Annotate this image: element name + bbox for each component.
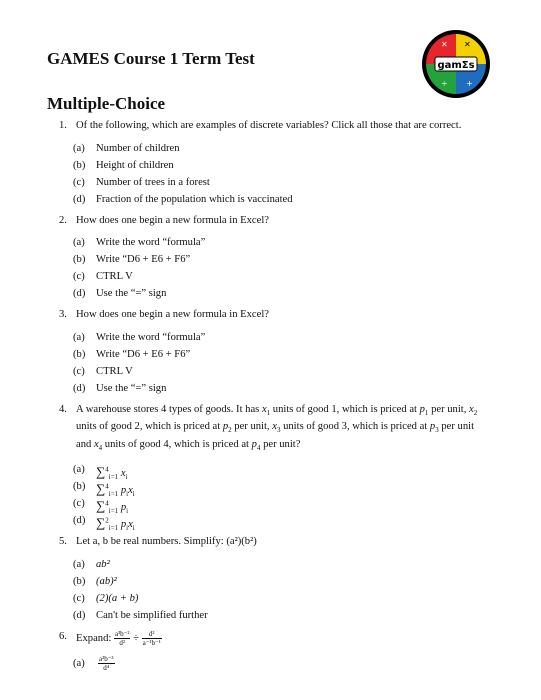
option-label: (b) bbox=[73, 159, 86, 171]
option-label: (b) bbox=[73, 348, 86, 360]
svg-text:✕: ✕ bbox=[464, 40, 471, 49]
option[interactable] bbox=[73, 478, 488, 498]
question-number: 2. bbox=[59, 214, 67, 226]
option[interactable] bbox=[73, 590, 488, 607]
option-text: Write the word “formula” bbox=[96, 331, 206, 343]
option-label: (a) bbox=[73, 657, 85, 669]
svg-text:÷: ÷ bbox=[441, 79, 448, 88]
option-label: (a) bbox=[73, 464, 85, 476]
option-label: (c) bbox=[73, 271, 85, 282]
option-label: (c) bbox=[73, 176, 85, 188]
questions-list bbox=[0, 119, 541, 681]
question-number: 6. bbox=[59, 630, 67, 642]
option-text: Use the “=” sign bbox=[96, 382, 167, 394]
logo-text: gamΣs bbox=[437, 60, 475, 71]
option[interactable] bbox=[73, 191, 488, 208]
fraction: $\frac{\text{a³b⁻²}}{\text{d²}}$ bbox=[114, 629, 130, 647]
option-label: (a) bbox=[73, 237, 85, 248]
option[interactable] bbox=[73, 380, 488, 397]
option-label: (c) bbox=[73, 592, 85, 604]
option-text: (ab)² bbox=[96, 575, 117, 587]
option-fraction: $\frac{\text{a²b⁻³}}{\text{d⁴}}$ bbox=[99, 654, 114, 672]
option[interactable] bbox=[73, 329, 488, 346]
question-3 bbox=[59, 308, 488, 397]
option[interactable] bbox=[73, 607, 488, 624]
option-text: ab² bbox=[96, 558, 110, 570]
option[interactable] bbox=[73, 174, 488, 191]
option-text: CTRL V bbox=[96, 271, 133, 282]
option-text: Use the “=” sign bbox=[96, 288, 167, 299]
option[interactable] bbox=[73, 251, 488, 268]
document-title: GAMES Course 1 Term Test bbox=[47, 49, 255, 68]
option-expr: ∑$^2_{i=1}$ $p_ix_i$ bbox=[96, 514, 135, 532]
option-label: (d) bbox=[73, 288, 86, 299]
section-title: Multiple-Choice bbox=[47, 94, 166, 113]
option[interactable] bbox=[73, 556, 488, 573]
option[interactable] bbox=[73, 234, 488, 251]
question-number: 4. bbox=[59, 403, 67, 415]
option-label: (d) bbox=[73, 609, 86, 621]
option-text: Fraction of the population which is vaccinated bbox=[96, 193, 293, 205]
option[interactable] bbox=[73, 573, 488, 590]
option-label: (b) bbox=[73, 254, 86, 265]
question-number: 3. bbox=[59, 309, 67, 320]
question-4 bbox=[59, 403, 488, 532]
option[interactable] bbox=[73, 285, 488, 302]
option[interactable] bbox=[73, 512, 488, 532]
option-label: (d) bbox=[73, 382, 86, 394]
option-label: (d) bbox=[73, 193, 86, 205]
svg-text:✕: ✕ bbox=[441, 40, 448, 49]
option[interactable] bbox=[73, 140, 488, 157]
svg-text:+: + bbox=[466, 79, 473, 88]
question-text: How does one begin a new formula in Excel? bbox=[76, 309, 269, 320]
question-6 bbox=[59, 629, 488, 675]
option-label: (c) bbox=[73, 365, 85, 377]
option-expr: ∑$^4_{i=1}$ $p_ix_i$ bbox=[96, 480, 135, 498]
option-label: (d) bbox=[73, 515, 86, 527]
option-text: (2)(a + b) bbox=[96, 592, 139, 604]
option-text: Write “D6 + E6 + F6” bbox=[96, 254, 191, 265]
option[interactable] bbox=[73, 157, 488, 174]
option-label: (a) bbox=[73, 331, 85, 343]
option-text: Number of trees in a forest bbox=[96, 176, 210, 188]
question-1 bbox=[59, 119, 488, 208]
option-label: (c) bbox=[73, 498, 85, 510]
question-number: 5. bbox=[59, 536, 67, 548]
question-2 bbox=[59, 214, 488, 303]
option-text: Can't be simplified further bbox=[96, 609, 208, 621]
option[interactable] bbox=[73, 268, 488, 285]
fraction: $\frac{\text{d²}}{\text{a⁻¹b⁻¹}}$ bbox=[142, 629, 161, 647]
option-text: Write “D6 + E6 + F6” bbox=[96, 348, 191, 360]
option-expr: ∑$^4_{i=1}$ $p_i$ bbox=[96, 497, 129, 515]
option-label: (b) bbox=[73, 575, 86, 587]
question-text: A warehouse stores 4 types of goods. It has $x_1$ units of good 1, which is priced at $p_1$ per unit, $x_2$ units of good 2, which is priced at $p_2$ per unit, $x_3$ units of good 3, which is priced at $p_3$ per unit and $x_4$ units of good 4, which is priced at $p_4$ per unit? bbox=[76, 403, 478, 452]
question-text: Let a, b be real numbers. Simplify: (a²)(b²) bbox=[76, 536, 257, 548]
question-text: How does one begin a new formula in Excel? bbox=[76, 214, 269, 226]
option[interactable] bbox=[73, 346, 488, 363]
question-text: Of the following, which are examples of discrete variables? Click all those that are correct. bbox=[76, 120, 462, 131]
option[interactable] bbox=[73, 461, 488, 481]
option-label: (b) bbox=[73, 481, 86, 493]
option[interactable] bbox=[73, 653, 488, 675]
option[interactable] bbox=[73, 495, 488, 515]
option[interactable] bbox=[73, 363, 488, 380]
option-label: (a) bbox=[73, 558, 85, 570]
question-5 bbox=[59, 535, 488, 624]
question-number: 1. bbox=[59, 120, 67, 131]
option-label: (a) bbox=[73, 142, 85, 154]
option-text: CTRL V bbox=[96, 365, 133, 377]
option-text: Write the word “formula” bbox=[96, 237, 206, 248]
games-logo bbox=[422, 30, 490, 98]
question-text: Expand: $\frac{\text{a³b⁻²}}{\text{d²}}$ ÷ $\frac{\text{d²}}{\text{a⁻¹b⁻¹}}$ bbox=[76, 629, 161, 647]
option-expr: ∑$^4_{i=1}$ $x_i$ bbox=[96, 463, 128, 481]
option-text: Number of children bbox=[96, 142, 180, 154]
option-text: Height of children bbox=[96, 159, 174, 171]
